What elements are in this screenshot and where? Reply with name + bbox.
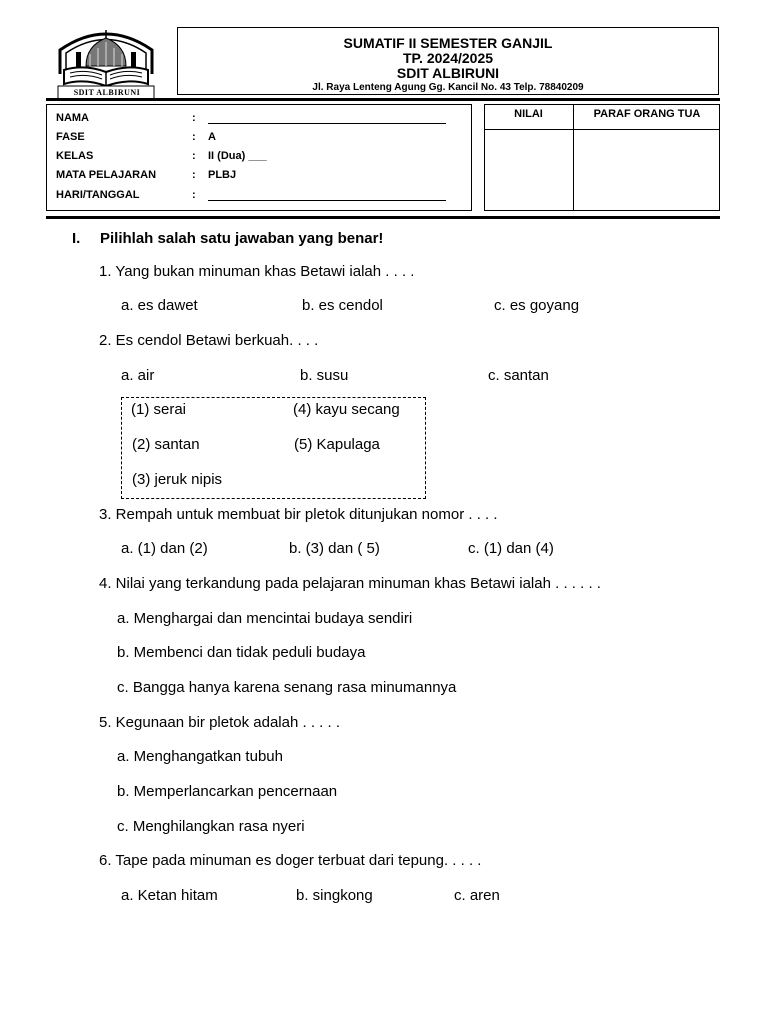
q3-option-b[interactable]: b. (3) dan ( 5) bbox=[289, 540, 380, 557]
q5-option-a[interactable]: a. Menghangatkan tubuh bbox=[117, 748, 283, 765]
section-instruction: Pilihlah salah satu jawaban yang benar! bbox=[100, 230, 384, 247]
q6-option-c[interactable]: c. aren bbox=[454, 887, 500, 904]
question-4: 4. Nilai yang terkandung pada pelajaran minuman khas Betawi ialah . . . . . . bbox=[99, 575, 601, 592]
nama-colon: : bbox=[192, 112, 196, 124]
identity-divider bbox=[46, 216, 720, 219]
question-2: 2. Es cendol Betawi berkuah. . . . bbox=[99, 332, 319, 349]
question-6: 6. Tape pada minuman es doger terbuat dari tepung. . . . . bbox=[99, 852, 482, 869]
score-divider-horizontal bbox=[484, 129, 720, 130]
nilai-header: NILAI bbox=[514, 108, 543, 120]
q5-option-b[interactable]: b. Memperlancarkan pencernaan bbox=[117, 783, 338, 800]
q2-option-a[interactable]: a. air bbox=[121, 367, 155, 384]
nama-label: NAMA bbox=[56, 112, 89, 124]
question-3: 3. Rempah untuk membuat bir pletok ditunjukan nomor . . . . bbox=[99, 506, 498, 523]
question-1: 1. Yang bukan minuman khas Betawi ialah . . . . bbox=[99, 263, 415, 280]
q1-option-b[interactable]: b. es cendol bbox=[302, 297, 383, 314]
paraf-field[interactable] bbox=[578, 134, 716, 207]
spice-item-5: (5) Kapulaga bbox=[294, 436, 380, 453]
spice-item-2: (2) santan bbox=[132, 436, 200, 453]
hari-label: HARI/TANGGAL bbox=[56, 189, 140, 201]
school-logo bbox=[54, 24, 158, 100]
nilai-field[interactable] bbox=[488, 134, 569, 207]
kelas-colon: : bbox=[192, 150, 196, 162]
q2-option-c[interactable]: c. santan bbox=[488, 367, 549, 384]
header-divider bbox=[46, 98, 720, 101]
q4-option-a[interactable]: a. Menghargai dan mencintai budaya sendiri bbox=[117, 610, 413, 627]
score-divider-vertical bbox=[573, 104, 574, 211]
fase-label: FASE bbox=[56, 131, 85, 143]
fase-value: A bbox=[208, 131, 216, 143]
school-name: SDIT ALBIRUNI bbox=[396, 65, 500, 81]
hari-colon: : bbox=[192, 189, 196, 201]
q3-option-a[interactable]: a. (1) dan (2) bbox=[121, 540, 208, 557]
spice-item-4: (4) kayu secang bbox=[293, 401, 400, 418]
q4-option-c[interactable]: c. Bangga hanya karena senang rasa minumannya bbox=[117, 679, 457, 696]
paraf-header: PARAF ORANG TUA bbox=[593, 108, 701, 120]
q6-option-b[interactable]: b. singkong bbox=[296, 887, 373, 904]
question-5: 5. Kegunaan bir pletok adalah . . . . . bbox=[99, 714, 340, 731]
mapel-colon: : bbox=[192, 169, 196, 181]
academic-year: TP. 2024/2025 bbox=[402, 50, 494, 66]
exam-header bbox=[177, 27, 719, 95]
q6-option-a[interactable]: a. Ketan hitam bbox=[121, 887, 218, 904]
exam-title: SUMATIF II SEMESTER GANJIL bbox=[343, 35, 553, 51]
mapel-label: MATA PELAJARAN bbox=[56, 169, 157, 181]
logo-caption: SDIT ALBIRUNI bbox=[73, 88, 141, 97]
q1-option-a[interactable]: a. es dawet bbox=[121, 297, 198, 314]
school-address: Jl. Raya Lenteng Agung Gg. Kancil No. 43 Telp. 78840209 bbox=[312, 82, 584, 93]
student-identity-box bbox=[46, 104, 472, 211]
spice-item-3: (3) jeruk nipis bbox=[132, 471, 223, 488]
mapel-value: PLBJ bbox=[208, 169, 237, 181]
hari-field[interactable] bbox=[208, 200, 446, 201]
spice-item-1: (1) serai bbox=[131, 401, 187, 418]
nama-field[interactable] bbox=[208, 123, 446, 124]
q2-option-b[interactable]: b. susu bbox=[300, 367, 349, 384]
q3-option-c[interactable]: c. (1) dan (4) bbox=[468, 540, 554, 557]
q4-option-b[interactable]: b. Membenci dan tidak peduli budaya bbox=[117, 644, 366, 661]
kelas-label: KELAS bbox=[56, 150, 94, 162]
kelas-value: II (Dua) ___ bbox=[208, 150, 267, 162]
section-number: I. bbox=[72, 230, 81, 247]
fase-colon: : bbox=[192, 131, 196, 143]
q1-option-c[interactable]: c. es goyang bbox=[494, 297, 580, 314]
q5-option-c[interactable]: c. Menghilangkan rasa nyeri bbox=[117, 818, 305, 835]
